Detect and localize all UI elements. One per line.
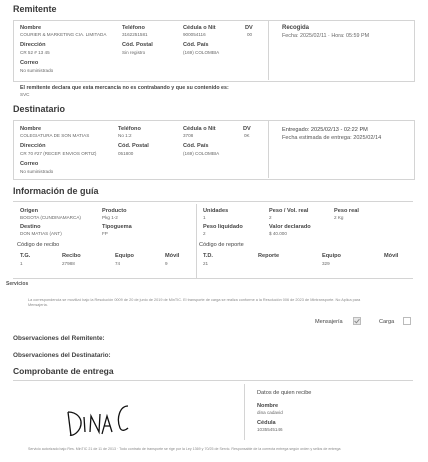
- remitente-cedula: 900054116: [183, 32, 206, 37]
- remitente-pais-label: Cód. País: [183, 42, 209, 48]
- datos-recibe-label: Datos de quien recibe: [257, 390, 312, 396]
- reporte-col-td: T.D.: [203, 253, 213, 259]
- reporte-val-equipo: 329: [322, 261, 330, 266]
- remitente-correo-label: Correo: [20, 60, 39, 66]
- check-icon: [354, 318, 360, 324]
- valor-declarado-label: Valor declarado: [269, 224, 311, 230]
- destinatario-pais: (169) COLOMBIA: [183, 151, 220, 156]
- destinatario-cedula-label: Cédula o Nit: [183, 126, 216, 132]
- obs-remitente-label: Observaciones del Remitente:: [13, 335, 105, 342]
- remitente-dv-label: DV: [245, 25, 253, 31]
- guia-bottom-rule: [13, 278, 413, 279]
- peso-real-value: 2 Kg: [334, 215, 344, 220]
- recogida-value: Fecha: 2025/02/11 · Hora: 05:59 PM: [282, 33, 370, 39]
- mensajeria-checkbox[interactable]: [353, 317, 361, 325]
- guia-divider: [196, 204, 197, 278]
- destinatario-dv: 0K: [244, 133, 250, 138]
- remitente-pais: (169) COLOMBIA: [183, 50, 220, 55]
- destinatario-postal-label: Cód. Postal: [118, 143, 149, 149]
- destinatario-telefono-label: Teléfono: [118, 126, 141, 132]
- remitente-correo: No suministrado: [20, 68, 54, 73]
- remitente-postal: Sin registro: [122, 50, 146, 55]
- guia-title: Información de guía: [13, 186, 99, 196]
- destinatario-nombre: COLEGIATURA DE SON MATIAS: [20, 133, 90, 138]
- reporte-col-movil: Móvil: [384, 253, 399, 259]
- peso-liquidado-label: Peso liquidado: [203, 224, 243, 230]
- destinatario-pais-label: Cód. País: [183, 143, 209, 149]
- destinatario-cedula: 3708: [183, 133, 194, 138]
- destinatario-title: Destinatario: [13, 104, 66, 114]
- remitente-direccion-label: Dirección: [20, 42, 46, 48]
- remitente-nombre-label: Nombre: [20, 25, 42, 31]
- reporte-col-equipo: Equipo: [322, 253, 341, 259]
- signature-image: [62, 398, 142, 440]
- destinatario-postal: 051800: [118, 151, 134, 156]
- recibo-col-movil: Móvil: [165, 253, 180, 259]
- remitente-postal-label: Cód. Postal: [122, 42, 153, 48]
- destinatario-correo: No suministrado: [20, 169, 54, 174]
- guia-top-rule: [13, 201, 413, 202]
- carga-checkbox[interactable]: [403, 317, 411, 325]
- mensajeria-label: Mensajería: [315, 319, 343, 325]
- reporte-val-td: 21: [203, 261, 209, 266]
- peso-real-label: Peso real: [334, 208, 359, 214]
- recibo-val-tg: 1: [20, 261, 23, 266]
- recibo-val-movil: 9: [165, 261, 168, 266]
- destinatario-correo-label: Correo: [20, 161, 39, 167]
- origen-value: BOGOTA (CUNDINAMARCA): [20, 215, 81, 220]
- servicios-text: La correspondencia se movilizó bajo la Resolución 0009 de 20 de junio de 2019 de MinTIC. El transporte de carga se realiza conforme a la Resolución 006 de 2023 de Mintransporte. No Aplica para Mensajería.: [28, 298, 361, 307]
- entregado-value: Entregado: 2025/02/13 - 02:22 PM: [282, 127, 368, 133]
- destinatario-dv-label: DV: [243, 126, 251, 132]
- remitente-nombre: COURIER & MARKETING CIA. LIMITADA: [20, 32, 107, 37]
- comprobante-top-rule: [13, 380, 413, 381]
- unidades-label: Unidades: [203, 208, 229, 214]
- destino-label: Destino: [20, 224, 41, 230]
- recibe-nombre-label: Nombre: [257, 403, 279, 409]
- obs-destinatario-label: Observaciones del Destinatario:: [13, 352, 111, 359]
- destinatario-direccion-label: Dirección: [20, 143, 46, 149]
- reporte-col-reporte: Reporte: [258, 253, 280, 259]
- recibo-val-equipo: 74: [115, 261, 121, 266]
- producto-label: Producto: [102, 208, 127, 214]
- comprobante-divider: [244, 384, 245, 440]
- tipo-label: Tipoguema: [102, 224, 132, 230]
- tipo-value: FP: [102, 231, 108, 236]
- recibe-nombre: dina cadavid: [257, 410, 283, 415]
- unidades-value: 1: [203, 215, 206, 220]
- recogida-label: Recogida: [282, 25, 310, 31]
- producto-value: Pkg 1-2: [102, 215, 118, 220]
- servicios-label: Servicios: [6, 281, 29, 287]
- carga-label: Carga: [379, 319, 395, 325]
- codigo-reporte-label: Código de reporte: [199, 242, 244, 248]
- codigo-recibo-label: Código de recibo: [17, 242, 60, 248]
- remitente-contenido: SVC: [20, 92, 30, 97]
- recibo-col-tg: T.G.: [20, 253, 31, 259]
- remitente-title: Remitente: [13, 4, 57, 14]
- recibe-cedula-label: Cédula: [257, 420, 276, 426]
- remitente-dv: 00: [247, 32, 253, 37]
- destinatario-direccion: CR 70 #27 (RECEP. ENVIOS ORTIZ): [20, 151, 97, 156]
- peso-vol-value: 2: [269, 215, 272, 220]
- destino-value: DON MATIAS (ANT): [20, 231, 62, 236]
- remitente-divider: [268, 20, 269, 80]
- recibo-val-recibo: 27988: [62, 261, 75, 266]
- fecha-estimada: Fecha estimada de entrega: 2025/02/14: [282, 135, 382, 141]
- peso-vol-label: Peso / Vol. real: [269, 208, 309, 214]
- recibo-col-equipo: Equipo: [115, 253, 134, 259]
- footer-legal-text: Servicio autorizado bajo Res. MinTIC 21 de 11 de 2013 · Todo contrato de transporte se rige por la Ley 1369 y 70/25 de Servic. Responsable de la correcta entrega según orden y sellos de entrega: [28, 447, 341, 451]
- peso-liquidado-value: 2: [203, 231, 206, 236]
- recibo-col-recibo: Recibo: [62, 253, 81, 259]
- recibe-cedula: 1035545146: [257, 427, 283, 432]
- remitente-telefono: 3162251581: [122, 32, 148, 37]
- remitente-cedula-label: Cédula o Nit: [183, 25, 216, 31]
- remitente-declaration: El remitente declara que esta mercancía no es contrabando y que su contenido es:: [20, 85, 229, 91]
- comprobante-title: Comprobante de entrega: [13, 366, 114, 376]
- remitente-telefono-label: Teléfono: [122, 25, 145, 31]
- destinatario-telefono: No 1:2: [118, 133, 132, 138]
- origen-label: Origen: [20, 208, 39, 214]
- remitente-direccion: CR 52 # 13 45: [20, 50, 50, 55]
- valor-declarado-value: $ 40.000: [269, 231, 287, 236]
- destinatario-divider: [268, 120, 269, 178]
- destinatario-nombre-label: Nombre: [20, 126, 42, 132]
